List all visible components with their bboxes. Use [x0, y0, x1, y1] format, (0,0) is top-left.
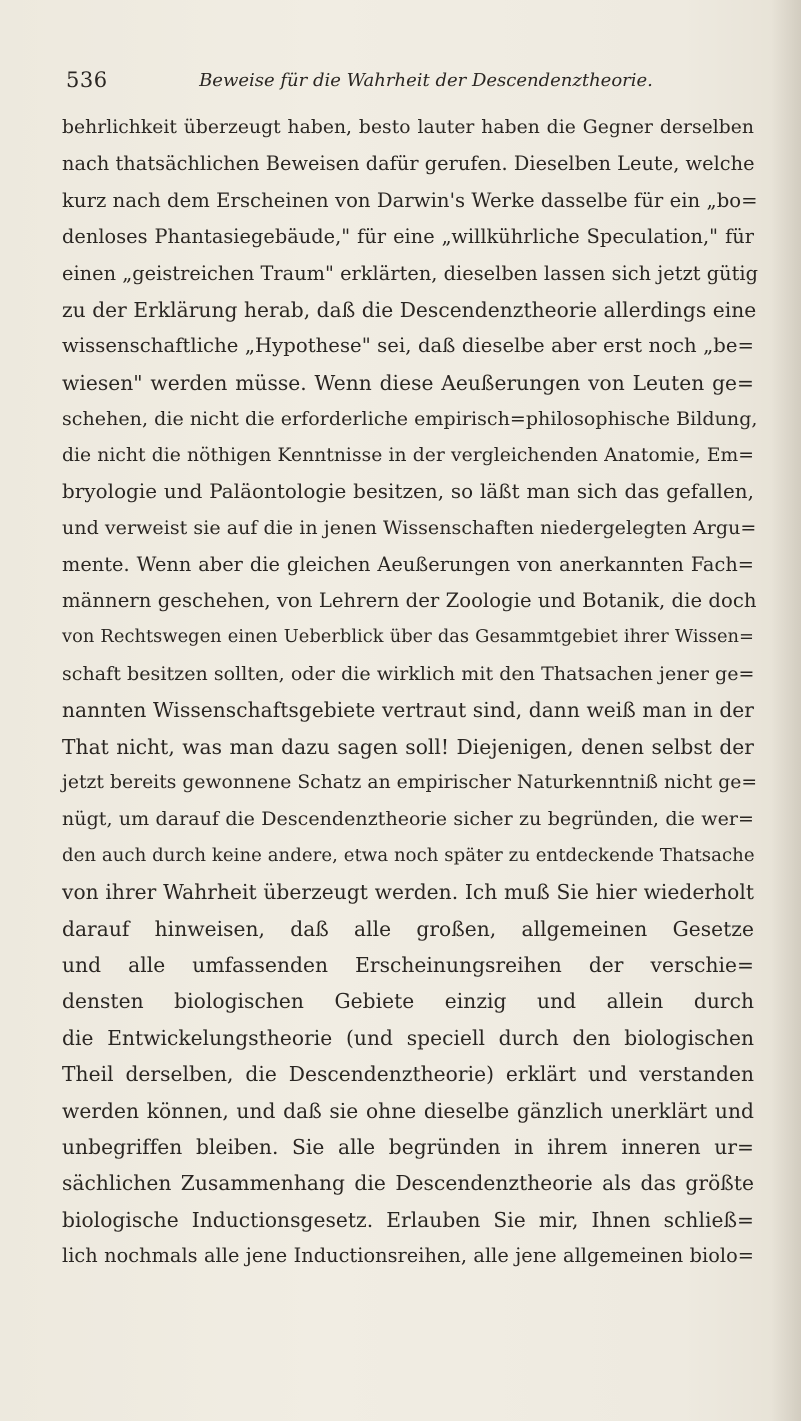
- text-line: unbegriffen bleiben. Sie alle begründen in ihrem inneren ur=: [62, 1134, 754, 1159]
- text-line: jetzt bereits gewonnene Schatz an empirischer Naturkenntniß nicht ge=: [62, 772, 758, 794]
- page-number: 536: [66, 68, 108, 92]
- text-line: behrlichkeit überzeugt haben, besto lauter haben die Gegner derselben: [62, 117, 754, 138]
- text-line: und alle umfassenden Erscheinungsreihen der verschie=: [62, 952, 754, 977]
- text-line: schaft besitzen sollten, oder die wirklich mit den Thatsachen jener ge=: [62, 662, 755, 685]
- text-line: schehen, die nicht die erforderliche empirisch=philosophische Bildung,: [62, 408, 758, 431]
- text-line: Theil derselben, die Descendenztheorie) erklärt und verstanden: [62, 1062, 754, 1087]
- text-line: That nicht, was man dazu sagen soll! Diejenigen, denen selbst der: [62, 734, 754, 759]
- page-edge-shadow: [771, 0, 801, 1421]
- text-line: zu der Erklärung herab, daß die Descendenztheorie allerdings eine: [62, 297, 757, 322]
- text-line: männern geschehen, von Lehrern der Zoologie und Botanik, die doch: [62, 589, 757, 613]
- text-line: die Entwickelungstheorie (und speciell durch den biologischen: [62, 1025, 754, 1050]
- body-text: [62, 110, 759, 1275]
- text-line: von ihrer Wahrheit überzeugt werden. Ich muß Sie hier wiederholt: [62, 880, 754, 905]
- text-line: denloses Phantasiegebäude," für eine „willkührliche Speculation," für: [62, 225, 754, 249]
- text-line: den auch durch keine andere, etwa noch später zu entdeckende Thatsache: [62, 844, 755, 866]
- running-title: Beweise für die Wahrheit der Descendenztheorie.: [199, 70, 653, 91]
- text-line: und verweist sie auf die in jenen Wissenschaften niedergelegten Argu=: [62, 517, 757, 540]
- text-line: darauf hinweisen, daß alle großen, allgemeinen Gesetze: [62, 916, 754, 941]
- text-line: von Rechtswegen einen Ueberblick über das Gesammtgebiet ihrer Wissen=: [62, 626, 754, 648]
- text-line: einen „geistreichen Traum" erklärten, dieselben lassen sich jetzt gütig: [62, 261, 759, 285]
- text-line: die nicht die nöthigen Kenntnisse in der vergleichenden Anatomie, Em=: [62, 444, 754, 466]
- text-line: nannten Wissenschaftsgebiete vertraut sind, dann weiß man in der: [62, 698, 754, 723]
- text-line: sächlichen Zusammenhang die Descendenztheorie als das größte: [62, 1171, 754, 1196]
- text-line: bryologie und Paläontologie besitzen, so läßt man sich das gefallen,: [62, 479, 754, 503]
- text-line: mente. Wenn aber die gleichen Aeußerungen von anerkannten Fach=: [62, 552, 754, 576]
- text-line: nach thatsächlichen Beweisen dafür gerufen. Dieselben Leute, welche: [62, 152, 755, 176]
- text-line: biologische Inductionsgesetz. Erlauben Sie mir, Ihnen schließ=: [62, 1207, 754, 1232]
- text-line: lich nochmals alle jene Inductionsreihen, alle jene allgemeinen biolo=: [62, 1244, 754, 1268]
- text-line: wissenschaftliche „Hypothese" sei, daß dieselbe aber erst noch „be=: [62, 334, 754, 358]
- text-line: nügt, um darauf die Descendenztheorie sicher zu begründen, die wer=: [62, 808, 754, 831]
- text-line: wiesen" werden müsse. Wenn diese Aeußerungen von Leuten ge=: [62, 370, 754, 395]
- page-header: [66, 68, 756, 100]
- text-line: werden können, und daß sie ohne dieselbe gänzlich unerklärt und: [62, 1098, 754, 1123]
- text-line: kurz nach dem Erscheinen von Darwin's Werke dasselbe für ein „bo=: [62, 188, 758, 212]
- text-line: densten biologischen Gebiete einzig und allein durch: [62, 989, 754, 1014]
